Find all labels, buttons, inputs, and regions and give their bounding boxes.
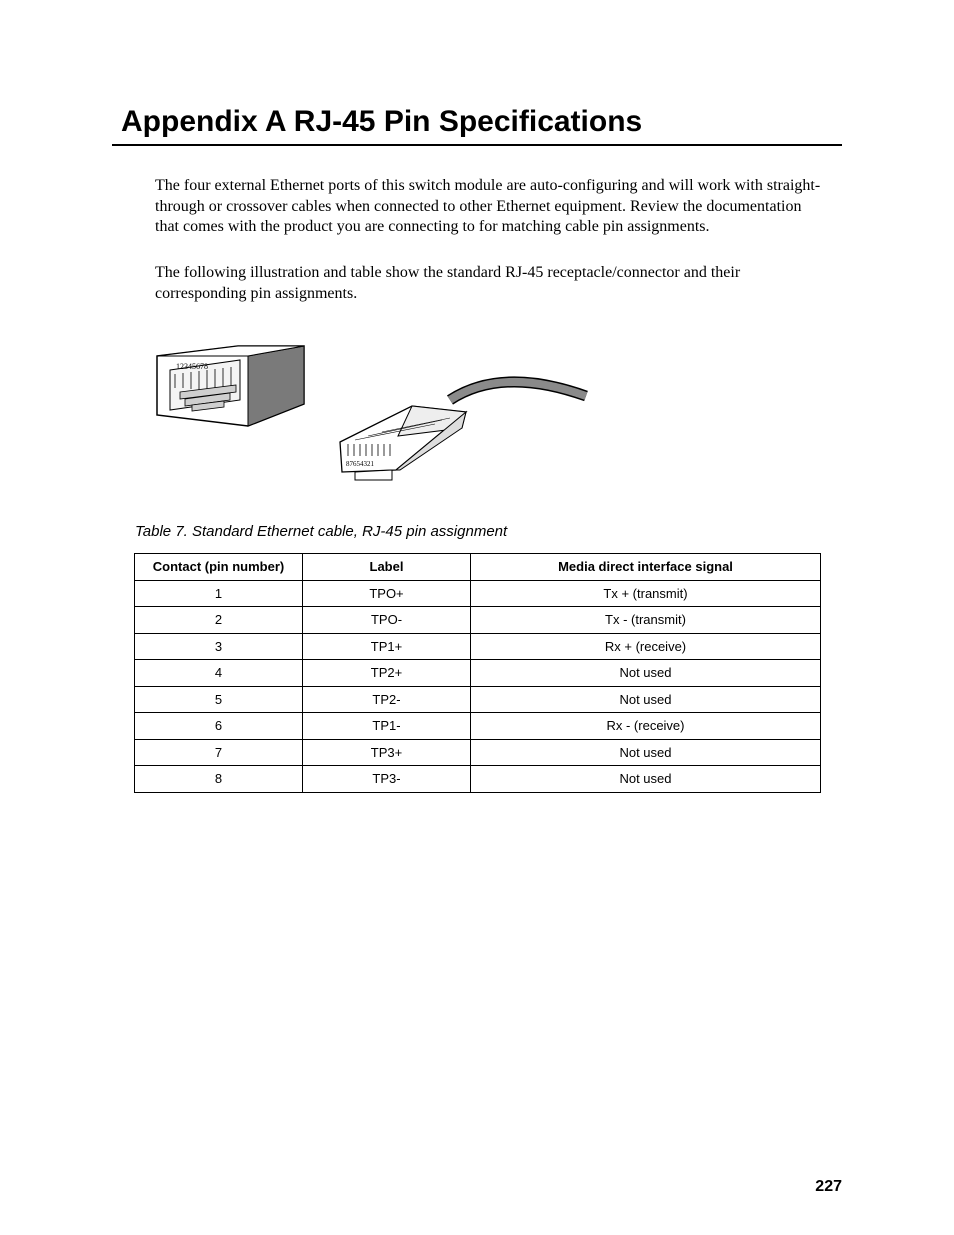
cell-contact: 1	[135, 580, 303, 607]
illustration-paragraph: The following illustration and table show the standard RJ-45 receptacle/connector and their corresponding pin assignments.	[155, 264, 741, 302]
cell-signal: Not used	[471, 739, 821, 766]
receptacle-pin-numbers: 12345678	[176, 362, 208, 371]
plug-pin-numbers: 87654321	[346, 460, 374, 468]
table-caption: Table 7. Standard Ethernet cable, RJ-45 pin assignment	[135, 523, 508, 540]
table-header-row	[135, 554, 821, 581]
table-row	[135, 739, 821, 766]
cell-signal: Tx + (transmit)	[471, 580, 821, 607]
cell-signal: Not used	[471, 660, 821, 687]
table-row	[135, 766, 821, 793]
page-number: 227	[815, 1178, 842, 1195]
cell-contact: 7	[135, 739, 303, 766]
cell-contact: 3	[135, 633, 303, 660]
title-rule	[112, 144, 842, 146]
table-row	[135, 713, 821, 740]
header-signal: Media direct interface signal	[471, 554, 821, 581]
cell-label: TPO+	[303, 580, 471, 607]
pin-assignment-table	[134, 553, 821, 793]
cell-contact: 8	[135, 766, 303, 793]
cell-signal: Rx - (receive)	[471, 713, 821, 740]
header-contact: Contact (pin number)	[135, 554, 303, 581]
cell-contact: 4	[135, 660, 303, 687]
cell-signal: Not used	[471, 686, 821, 713]
rj45-receptacle	[157, 346, 304, 426]
table-row	[135, 660, 821, 687]
cell-signal: Tx - (transmit)	[471, 607, 821, 634]
cell-label: TP1+	[303, 633, 471, 660]
page-title: Appendix A RJ-45 Pin Specifications	[121, 105, 643, 138]
cell-signal: Not used	[471, 766, 821, 793]
cell-label: TP3-	[303, 766, 471, 793]
header-label: Label	[303, 554, 471, 581]
cell-label: TP2+	[303, 660, 471, 687]
table-row	[135, 607, 821, 634]
cell-contact: 2	[135, 607, 303, 634]
rj45-illustration	[150, 340, 610, 495]
table-row	[135, 633, 821, 660]
table-row	[135, 580, 821, 607]
table-row	[135, 686, 821, 713]
cell-label: TP2-	[303, 686, 471, 713]
cell-contact: 6	[135, 713, 303, 740]
cell-label: TP3+	[303, 739, 471, 766]
rj45-plug	[340, 382, 586, 480]
intro-paragraph: The four external Ethernet ports of this switch module are auto-configuring and will work with straight-through or crossover cables when connected to other Ethernet equipment. Review the documentation that comes with the product you are connecting to for matching cable pin assignments.	[155, 177, 821, 235]
cell-contact: 5	[135, 686, 303, 713]
cell-signal: Rx + (receive)	[471, 633, 821, 660]
cell-label: TP1-	[303, 713, 471, 740]
cell-label: TPO-	[303, 607, 471, 634]
